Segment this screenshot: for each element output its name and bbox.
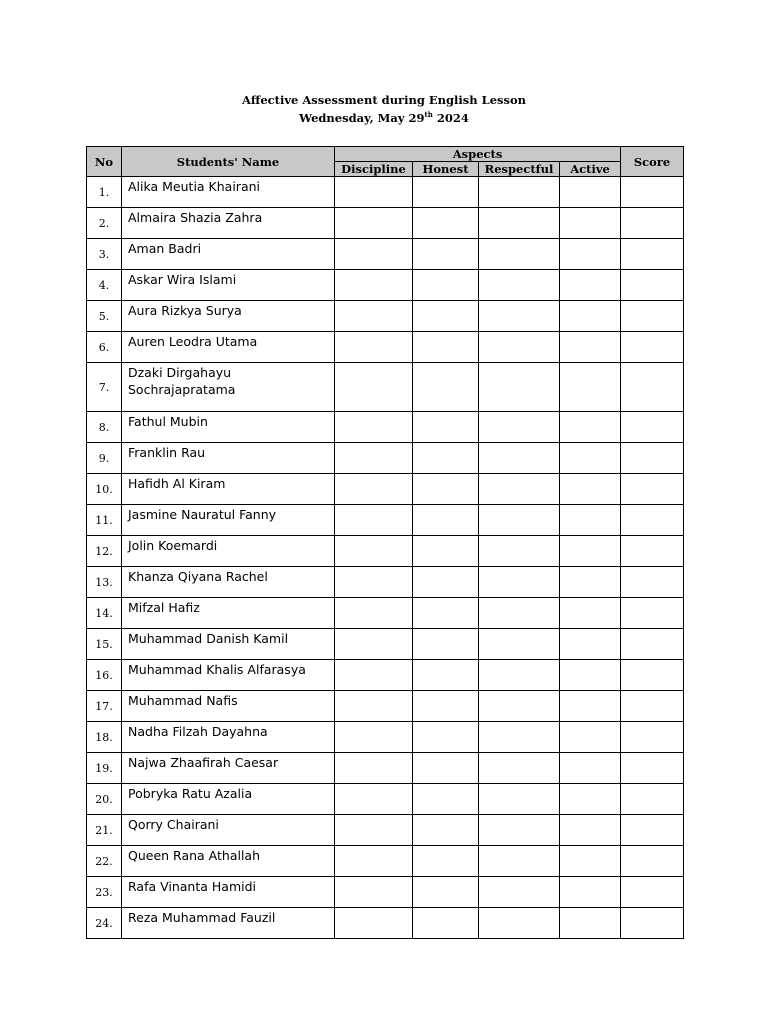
score-cell[interactable] (621, 443, 684, 474)
header-respectful: Respectful (479, 162, 560, 177)
score-cell[interactable] (621, 629, 684, 660)
honest-cell[interactable] (413, 208, 479, 239)
score-cell[interactable] (621, 908, 684, 939)
student-name: Aura Rizkya Surya (122, 301, 335, 332)
row-number: 6. (87, 332, 122, 363)
table-row (87, 536, 684, 567)
row-number: 10. (87, 474, 122, 505)
score-cell[interactable] (621, 691, 684, 722)
honest-cell[interactable] (413, 412, 479, 443)
active-cell[interactable] (560, 691, 621, 722)
row-number: 21. (87, 815, 122, 846)
table-row (87, 443, 684, 474)
student-name: Franklin Rau (122, 443, 335, 474)
student-name: Alika Meutia Khairani (122, 177, 335, 208)
active-cell[interactable] (560, 332, 621, 363)
discipline-cell[interactable] (335, 691, 413, 722)
row-number: 22. (87, 846, 122, 877)
respectful-cell[interactable] (479, 208, 560, 239)
table-row (87, 753, 684, 784)
table-body (87, 177, 684, 939)
honest-cell[interactable] (413, 505, 479, 536)
student-name: Fathul Mubin (122, 412, 335, 443)
active-cell[interactable] (560, 908, 621, 939)
respectful-cell[interactable] (479, 784, 560, 815)
row-number: 15. (87, 629, 122, 660)
table-row (87, 239, 684, 270)
score-cell[interactable] (621, 784, 684, 815)
discipline-cell[interactable] (335, 629, 413, 660)
row-number: 20. (87, 784, 122, 815)
discipline-cell[interactable] (335, 208, 413, 239)
discipline-cell[interactable] (335, 722, 413, 753)
discipline-cell[interactable] (335, 877, 413, 908)
active-cell[interactable] (560, 722, 621, 753)
honest-cell[interactable] (413, 877, 479, 908)
discipline-cell[interactable] (335, 177, 413, 208)
respectful-cell[interactable] (479, 908, 560, 939)
respectful-cell[interactable] (479, 536, 560, 567)
header-score: Score (621, 147, 684, 177)
score-cell[interactable] (621, 363, 684, 412)
active-cell[interactable] (560, 363, 621, 412)
row-number: 8. (87, 412, 122, 443)
student-name: Mifzal Hafiz (122, 598, 335, 629)
table-row (87, 815, 684, 846)
honest-cell[interactable] (413, 598, 479, 629)
student-name: Jolin Koemardi (122, 536, 335, 567)
score-cell[interactable] (621, 177, 684, 208)
discipline-cell[interactable] (335, 908, 413, 939)
honest-cell[interactable] (413, 567, 479, 598)
header-no: No (87, 147, 122, 177)
active-cell[interactable] (560, 474, 621, 505)
honest-cell[interactable] (413, 270, 479, 301)
table-row (87, 691, 684, 722)
student-name: Rafa Vinanta Hamidi (122, 877, 335, 908)
active-cell[interactable] (560, 784, 621, 815)
score-cell[interactable] (621, 846, 684, 877)
discipline-cell[interactable] (335, 301, 413, 332)
active-cell[interactable] (560, 753, 621, 784)
table-row (87, 598, 684, 629)
row-number: 7. (87, 363, 122, 412)
score-cell[interactable] (621, 722, 684, 753)
discipline-cell[interactable] (335, 270, 413, 301)
respectful-cell[interactable] (479, 722, 560, 753)
row-number: 3. (87, 239, 122, 270)
active-cell[interactable] (560, 208, 621, 239)
discipline-cell[interactable] (335, 474, 413, 505)
row-number: 24. (87, 908, 122, 939)
table-row (87, 474, 684, 505)
active-cell[interactable] (560, 239, 621, 270)
student-name: Khanza Qiyana Rachel (122, 567, 335, 598)
date-suffix: th (424, 110, 433, 120)
discipline-cell[interactable] (335, 443, 413, 474)
respectful-cell[interactable] (479, 753, 560, 784)
student-name: Askar Wira Islami (122, 270, 335, 301)
row-number: 18. (87, 722, 122, 753)
header-discipline: Discipline (335, 162, 413, 177)
active-cell[interactable] (560, 443, 621, 474)
score-cell[interactable] (621, 270, 684, 301)
respectful-cell[interactable] (479, 505, 560, 536)
score-cell[interactable] (621, 753, 684, 784)
student-name: Najwa Zhaafirah Caesar (122, 753, 335, 784)
discipline-cell[interactable] (335, 815, 413, 846)
honest-cell[interactable] (413, 443, 479, 474)
honest-cell[interactable] (413, 722, 479, 753)
header-honest: Honest (413, 162, 479, 177)
honest-cell[interactable] (413, 846, 479, 877)
table-row (87, 270, 684, 301)
active-cell[interactable] (560, 598, 621, 629)
score-cell[interactable] (621, 815, 684, 846)
active-cell[interactable] (560, 815, 621, 846)
row-number: 14. (87, 598, 122, 629)
honest-cell[interactable] (413, 753, 479, 784)
row-number: 13. (87, 567, 122, 598)
active-cell[interactable] (560, 877, 621, 908)
table-row (87, 877, 684, 908)
respectful-cell[interactable] (479, 412, 560, 443)
student-name: Jasmine Nauratul Fanny (122, 505, 335, 536)
respectful-cell[interactable] (479, 846, 560, 877)
active-cell[interactable] (560, 505, 621, 536)
table-row (87, 332, 684, 363)
score-cell[interactable] (621, 877, 684, 908)
table-row (87, 784, 684, 815)
respectful-cell[interactable] (479, 629, 560, 660)
student-name: Aman Badri (122, 239, 335, 270)
table-row (87, 846, 684, 877)
header-name: Students' Name (122, 147, 335, 177)
table-row (87, 363, 684, 412)
student-name: Auren Leodra Utama (122, 332, 335, 363)
respectful-cell[interactable] (479, 877, 560, 908)
respectful-cell[interactable] (479, 443, 560, 474)
respectful-cell[interactable] (479, 691, 560, 722)
active-cell[interactable] (560, 536, 621, 567)
honest-cell[interactable] (413, 784, 479, 815)
table-row (87, 567, 684, 598)
row-number: 19. (87, 753, 122, 784)
student-name: Almaira Shazia Zahra (122, 208, 335, 239)
table-row (87, 412, 684, 443)
discipline-cell[interactable] (335, 536, 413, 567)
table-row (87, 505, 684, 536)
row-number: 9. (87, 443, 122, 474)
discipline-cell[interactable] (335, 332, 413, 363)
row-number: 12. (87, 536, 122, 567)
student-name: Muhammad Danish Kamil (122, 629, 335, 660)
active-cell[interactable] (560, 629, 621, 660)
respectful-cell[interactable] (479, 270, 560, 301)
row-number: 16. (87, 660, 122, 691)
discipline-cell[interactable] (335, 784, 413, 815)
score-cell[interactable] (621, 567, 684, 598)
honest-cell[interactable] (413, 239, 479, 270)
honest-cell[interactable] (413, 474, 479, 505)
table-row (87, 629, 684, 660)
score-cell[interactable] (621, 412, 684, 443)
student-name: Muhammad Nafis (122, 691, 335, 722)
discipline-cell[interactable] (335, 567, 413, 598)
assessment-table (86, 146, 684, 939)
student-name: Queen Rana Athallah (122, 846, 335, 877)
honest-cell[interactable] (413, 908, 479, 939)
score-cell[interactable] (621, 598, 684, 629)
score-cell[interactable] (621, 332, 684, 363)
document-date (0, 111, 768, 125)
score-cell[interactable] (621, 301, 684, 332)
honest-cell[interactable] (413, 363, 479, 412)
respectful-cell[interactable] (479, 363, 560, 412)
respectful-cell[interactable] (479, 660, 560, 691)
active-cell[interactable] (560, 301, 621, 332)
student-name: Dzaki Dirgahayu Sochrajapratama (122, 363, 335, 412)
table-row (87, 660, 684, 691)
row-number: 23. (87, 877, 122, 908)
honest-cell[interactable] (413, 691, 479, 722)
score-cell[interactable] (621, 505, 684, 536)
row-number: 5. (87, 301, 122, 332)
discipline-cell[interactable] (335, 505, 413, 536)
discipline-cell[interactable] (335, 363, 413, 412)
row-number: 17. (87, 691, 122, 722)
row-number: 11. (87, 505, 122, 536)
table-row (87, 908, 684, 939)
document-title: Affective Assessment during English Lesson (241, 93, 527, 107)
respectful-cell[interactable] (479, 177, 560, 208)
date-year: 2024 (432, 111, 469, 125)
respectful-cell[interactable] (479, 567, 560, 598)
discipline-cell[interactable] (335, 239, 413, 270)
table-row (87, 722, 684, 753)
active-cell[interactable] (560, 412, 621, 443)
student-name: Qorry Chairani (122, 815, 335, 846)
respectful-cell[interactable] (479, 474, 560, 505)
respectful-cell[interactable] (479, 239, 560, 270)
respectful-cell[interactable] (479, 301, 560, 332)
score-cell[interactable] (621, 474, 684, 505)
student-name: Pobryka Ratu Azalia (122, 784, 335, 815)
honest-cell[interactable] (413, 815, 479, 846)
active-cell[interactable] (560, 660, 621, 691)
honest-cell[interactable] (413, 177, 479, 208)
student-name: Nadha Filzah Dayahna (122, 722, 335, 753)
honest-cell[interactable] (413, 332, 479, 363)
honest-cell[interactable] (413, 301, 479, 332)
date-text: Wednesday, May 29 (299, 111, 425, 125)
discipline-cell[interactable] (335, 412, 413, 443)
respectful-cell[interactable] (479, 815, 560, 846)
row-number: 4. (87, 270, 122, 301)
row-number: 2. (87, 208, 122, 239)
row-number: 1. (87, 177, 122, 208)
active-cell[interactable] (560, 270, 621, 301)
respectful-cell[interactable] (479, 598, 560, 629)
honest-cell[interactable] (413, 660, 479, 691)
discipline-cell[interactable] (335, 846, 413, 877)
score-cell[interactable] (621, 536, 684, 567)
table-row (87, 301, 684, 332)
student-name: Reza Muhammad Fauzil (122, 908, 335, 939)
table-row (87, 208, 684, 239)
table-row (87, 177, 684, 208)
active-cell[interactable] (560, 567, 621, 598)
discipline-cell[interactable] (335, 753, 413, 784)
header-aspects: Aspects (335, 147, 621, 162)
honest-cell[interactable] (413, 629, 479, 660)
active-cell[interactable] (560, 177, 621, 208)
discipline-cell[interactable] (335, 660, 413, 691)
respectful-cell[interactable] (479, 332, 560, 363)
score-cell[interactable] (621, 660, 684, 691)
active-cell[interactable] (560, 846, 621, 877)
score-cell[interactable] (621, 239, 684, 270)
score-cell[interactable] (621, 208, 684, 239)
student-name: Muhammad Khalis Alfarasya (122, 660, 335, 691)
student-name: Hafidh Al Kiram (122, 474, 335, 505)
honest-cell[interactable] (413, 536, 479, 567)
discipline-cell[interactable] (335, 598, 413, 629)
header-active: Active (560, 162, 621, 177)
